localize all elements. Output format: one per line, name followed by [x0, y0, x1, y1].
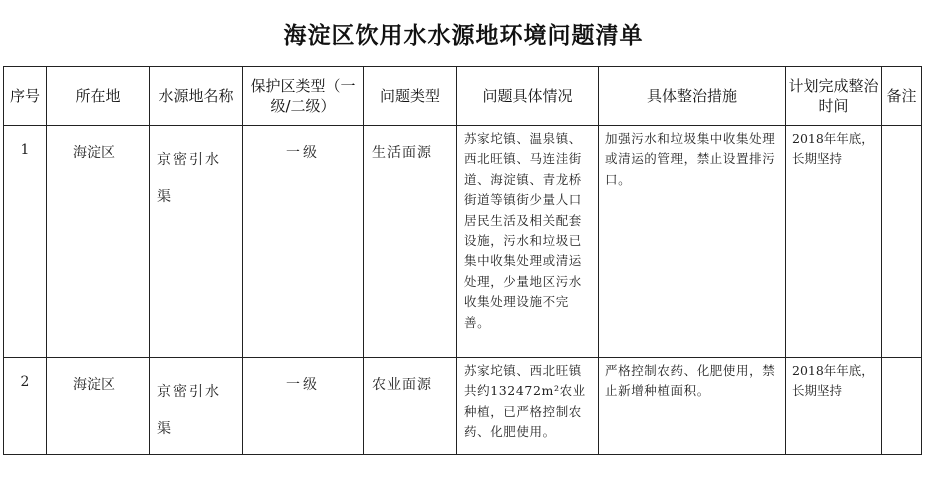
- cell-remark: [882, 358, 922, 455]
- header-source: 水源地名称: [150, 67, 243, 126]
- table-row: [4, 126, 922, 358]
- header-details: 问题具体情况: [457, 67, 599, 126]
- cell-source: 京密引水渠: [150, 358, 243, 455]
- cell-problem-type: 农业面源: [364, 358, 457, 455]
- cell-details: 苏家坨镇、西北旺镇共约132472m²农业种植，已严格控制农药、化肥使用。: [457, 358, 599, 455]
- table-row: [4, 358, 922, 455]
- header-remark: 备注: [882, 67, 922, 126]
- header-zone-type: 保护区类型（一级/二级）: [243, 67, 364, 126]
- header-plan: 计划完成整治时间: [786, 67, 882, 126]
- page-title: 海淀区饮用水水源地环境问题清单: [283, 23, 644, 49]
- header-measures: 具体整治措施: [599, 67, 786, 126]
- header-no: 序号: [4, 67, 47, 126]
- header-location: 所在地: [47, 67, 150, 126]
- cell-plan: 2018年年底，长期坚持: [786, 126, 882, 358]
- cell-remark: [882, 126, 922, 358]
- header-row: [4, 67, 922, 126]
- cell-no: 2: [4, 358, 47, 455]
- header-problem-type: 问题类型: [364, 67, 457, 126]
- cell-zone-type: 一级: [243, 358, 364, 455]
- cell-problem-type: 生活面源: [364, 126, 457, 358]
- cell-plan: 2018年年底，长期坚持: [786, 358, 882, 455]
- cell-no: 1: [4, 126, 47, 358]
- problem-table: [3, 66, 922, 455]
- cell-measures: 加强污水和垃圾集中收集处理或清运的管理，禁止设置排污口。: [599, 126, 786, 358]
- cell-details: 苏家坨镇、温泉镇、西北旺镇、马连洼街道、海淀镇、青龙桥街道等镇街少量人口居民生活及相关配套设施，污水和垃圾已集中收集处理或清运处理，少量地区污水收集处理设施不完善。: [457, 126, 599, 358]
- cell-measures: 严格控制农药、化肥使用，禁止新增种植面积。: [599, 358, 786, 455]
- cell-location: 海淀区: [47, 126, 150, 358]
- cell-source: 京密引水渠: [150, 126, 243, 358]
- cell-location: 海淀区: [47, 358, 150, 455]
- cell-zone-type: 一级: [243, 126, 364, 358]
